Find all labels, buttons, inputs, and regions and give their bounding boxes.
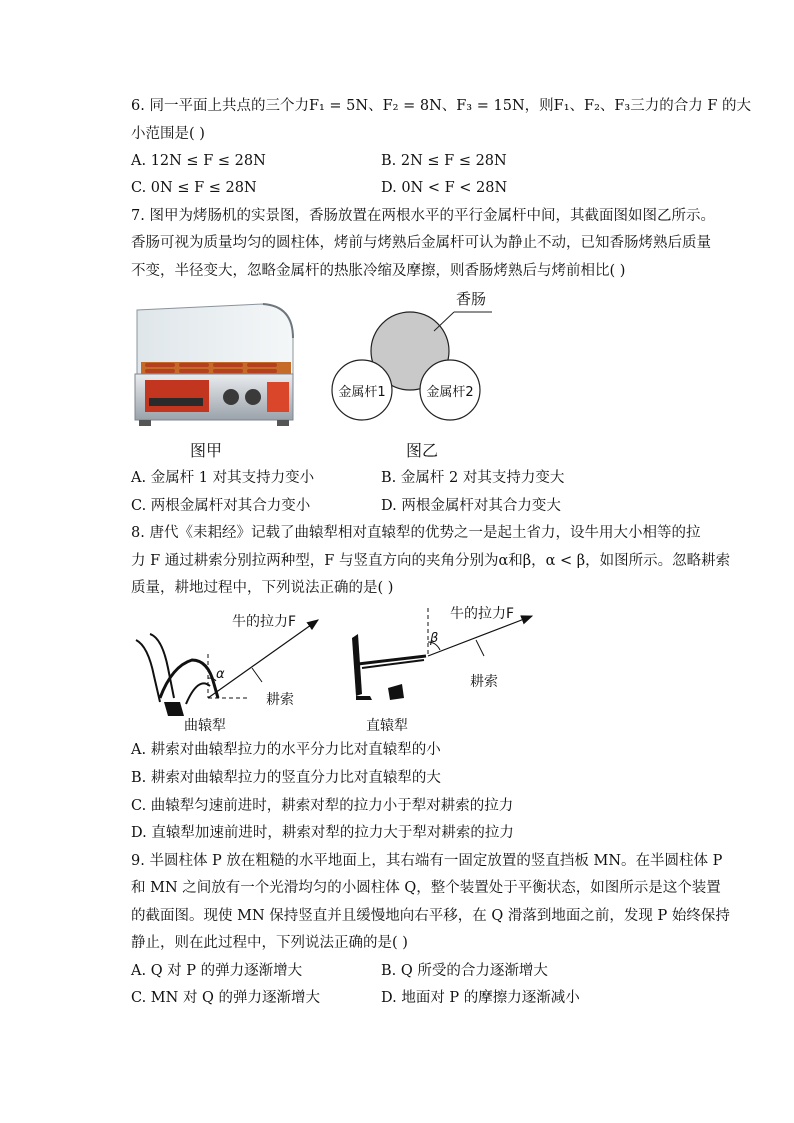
alpha-angle-label: α <box>216 667 225 682</box>
figure-b-caption: 图乙 <box>406 441 439 460</box>
sausage-label: 香肠 <box>456 290 487 308</box>
q9-stem-line-2: 和 MN 之间放有一个光滑均匀的小圆柱体 Q，整个装置处于平衡状态，如图所示是这个装置 <box>131 880 721 896</box>
q8-stem-line-2: 力 F 通过耕索分别拉两种型，F 与竖直方向的夹角分别为α和β，α < β，如图所示。忽略耕索 <box>131 553 731 569</box>
q8-option-d[interactable]: D. 直辕犁加速前进时，耕索对犁的拉力大于犁对耕索的拉力 <box>131 825 514 841</box>
q9-option-a[interactable]: A. Q 对 P 的弹力逐渐增大 <box>131 963 303 979</box>
q9-option-b[interactable]: B. Q 所受的合力逐渐增大 <box>381 963 548 979</box>
q8-option-a[interactable]: A. 耕索对曲辕犁拉力的水平分力比对直辕犁的小 <box>131 742 441 758</box>
q9-stem-line-4: 静止，则在此过程中，下列说法正确的是( ) <box>131 935 408 951</box>
beta-angle-label: β <box>430 631 439 646</box>
q9-option-d[interactable]: D. 地面对 P 的摩擦力逐渐减小 <box>381 990 580 1006</box>
q6-option-d[interactable]: D. 0N < F < 28N <box>381 180 508 196</box>
curved-plough-caption: 曲辕犁 <box>184 718 226 734</box>
straight-plough-caption: 直辕犁 <box>366 718 408 734</box>
q7-stem-line-2: 香肠可视为质量均匀的圆柱体，烤前与烤熟后金属杆可认为静止不动，已知香肠烤熟后质量 <box>131 235 711 251</box>
q6-option-c[interactable]: C. 0N ≤ F ≤ 28N <box>131 180 257 196</box>
q9-option-c[interactable]: C. MN 对 Q 的弹力逐渐增大 <box>131 990 321 1006</box>
right-rope-label: 耕索 <box>470 674 498 690</box>
straight-plough-diagram <box>344 598 544 738</box>
q7-option-d[interactable]: D. 两根金属杆对其合力变大 <box>381 498 561 514</box>
figure-a-caption: 图甲 <box>190 441 223 460</box>
left-force-label: 牛的拉力F <box>232 614 297 630</box>
q7-option-c[interactable]: C. 两根金属杆对其合力变小 <box>131 498 311 514</box>
q6-option-a[interactable]: A. 12N ≤ F ≤ 28N <box>131 153 266 169</box>
curved-plough-diagram <box>128 606 334 738</box>
q7-option-a[interactable]: A. 金属杆 1 对其支持力变小 <box>131 470 315 486</box>
q8-stem-line-1: 8. 唐代《耒耜经》记载了曲辕犁相对直辕犁的优势之一是起土省力，设牛用大小相等的拉 <box>131 525 701 541</box>
q9-stem-line-3: 的截面图。现使 MN 保持竖直并且缓慢地向右平移，在 Q 滑落到地面之前，发现 P 始终保持 <box>131 908 730 924</box>
sausage-cross-section-diagram <box>326 284 526 434</box>
q7-option-b[interactable]: B. 金属杆 2 对其支持力变大 <box>381 470 565 486</box>
q6-stem-line-1: 6. 同一平面上共点的三个力F₁ = 5N、F₂ = 8N、F₃ = 15N，则F₁、F₂、F₃三力的合力 F 的大 <box>131 98 752 114</box>
q8-option-b[interactable]: B. 耕索对曲辕犁拉力的竖直分力比对直辕犁的大 <box>131 770 441 786</box>
sausage-grill-photo <box>131 300 297 430</box>
q7-stem-line-1: 7. 图甲为烤肠机的实景图，香肠放置在两根水平的平行金属杆中间，其截面图如图乙所示。 <box>131 208 715 224</box>
q8-stem-line-3: 质量，耕地过程中，下列说法正确的是( ) <box>131 580 394 596</box>
q7-stem-line-3: 不变，半径变大，忽略金属杆的热胀冷缩及摩擦，则香肠烤熟后与烤前相比( ) <box>131 263 626 279</box>
q9-stem-line-1: 9. 半圆柱体 P 放在粗糙的水平地面上，其右端有一固定放置的竖直挡板 MN。在半圆柱体 P <box>131 853 723 869</box>
q6-option-b[interactable]: B. 2N ≤ F ≤ 28N <box>381 153 507 169</box>
q6-stem-line-2: 小范围是( ) <box>131 126 205 142</box>
right-force-label: 牛的拉力F <box>450 606 515 622</box>
rod2-label: 金属杆2 <box>426 385 474 400</box>
q8-option-c[interactable]: C. 曲辕犁匀速前进时，耕索对犁的拉力小于犁对耕索的拉力 <box>131 798 514 814</box>
left-rope-label: 耕索 <box>266 692 294 708</box>
rod1-label: 金属杆1 <box>338 385 386 400</box>
